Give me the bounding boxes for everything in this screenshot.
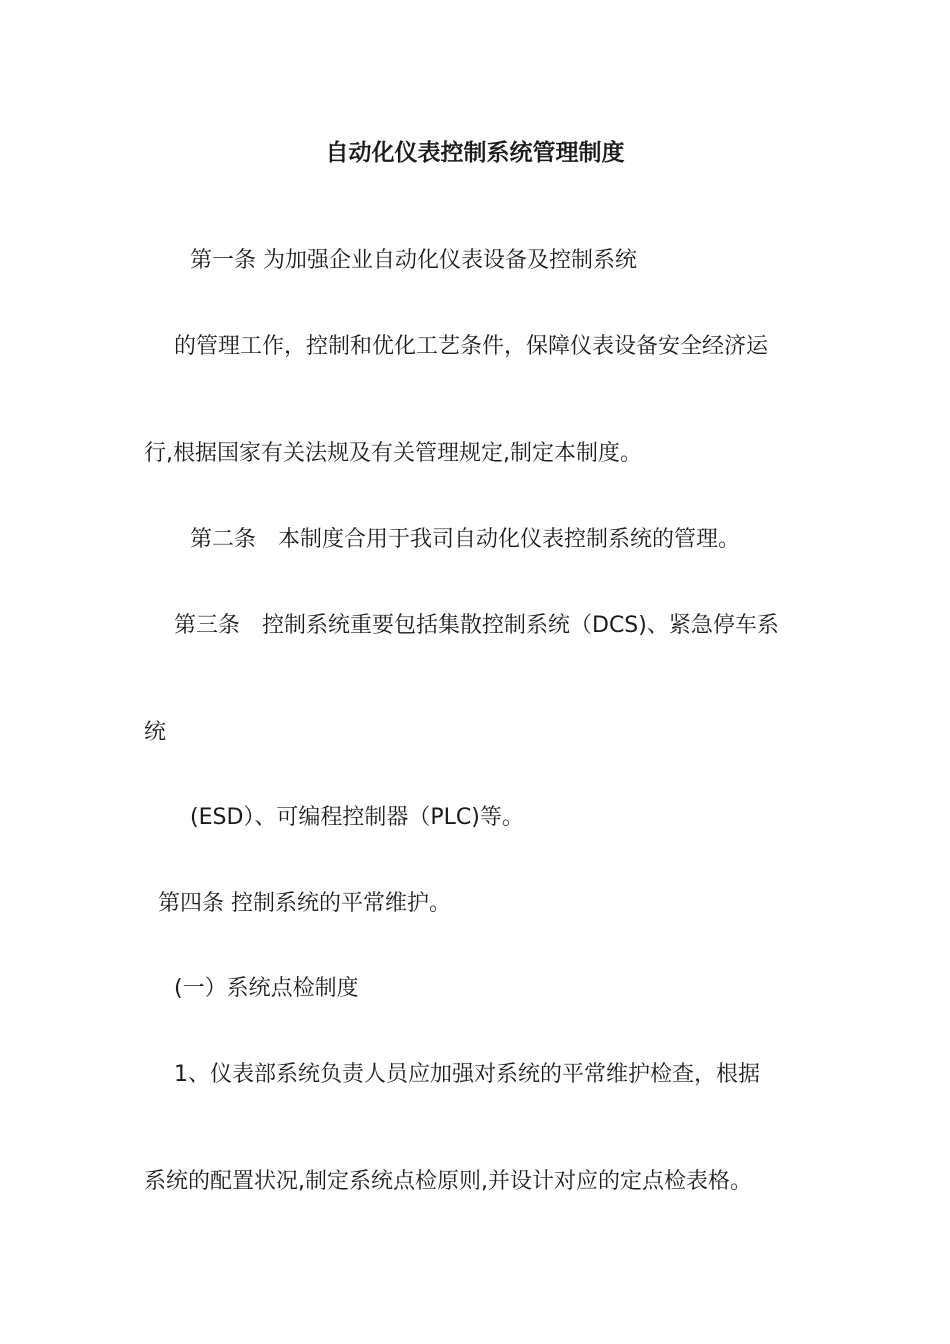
paragraph-line-11: 系统的配置状况,制定系统点检原则,并设计对应的定点检表格。 <box>144 1169 752 1194</box>
paragraph-line-3: 行,根据国家有关法规及有关管理规定,制定本制度。 <box>144 441 642 466</box>
paragraph-line-6: 统 <box>144 720 167 745</box>
paragraph-line-10: 1、仪表部系统负责人员应加强对系统的平常维护检查，根据 <box>174 1062 760 1087</box>
paragraph-line-5: 第三条 控制系统重要包括集散控制系统（DCS)、紧急停车系 <box>174 613 779 638</box>
paragraph-line-7: (ESD）、可编程控制器（PLC)等。 <box>190 805 524 830</box>
paragraph-line-1: 第一条 为加强企业自动化仪表设备及控制系统 <box>190 248 637 273</box>
document-title: 自动化仪表控制系统管理制度 <box>325 140 625 166</box>
paragraph-line-8: 第四条 控制系统的平常维护。 <box>158 891 451 916</box>
paragraph-line-2: 的管理工作，控制和优化工艺条件，保障仪表设备安全经济运 <box>174 334 769 359</box>
paragraph-line-4: 第二条 本制度合用于我司自动化仪表控制系统的管理。 <box>190 527 741 552</box>
paragraph-line-9: (一）系统点检制度 <box>174 976 359 1001</box>
